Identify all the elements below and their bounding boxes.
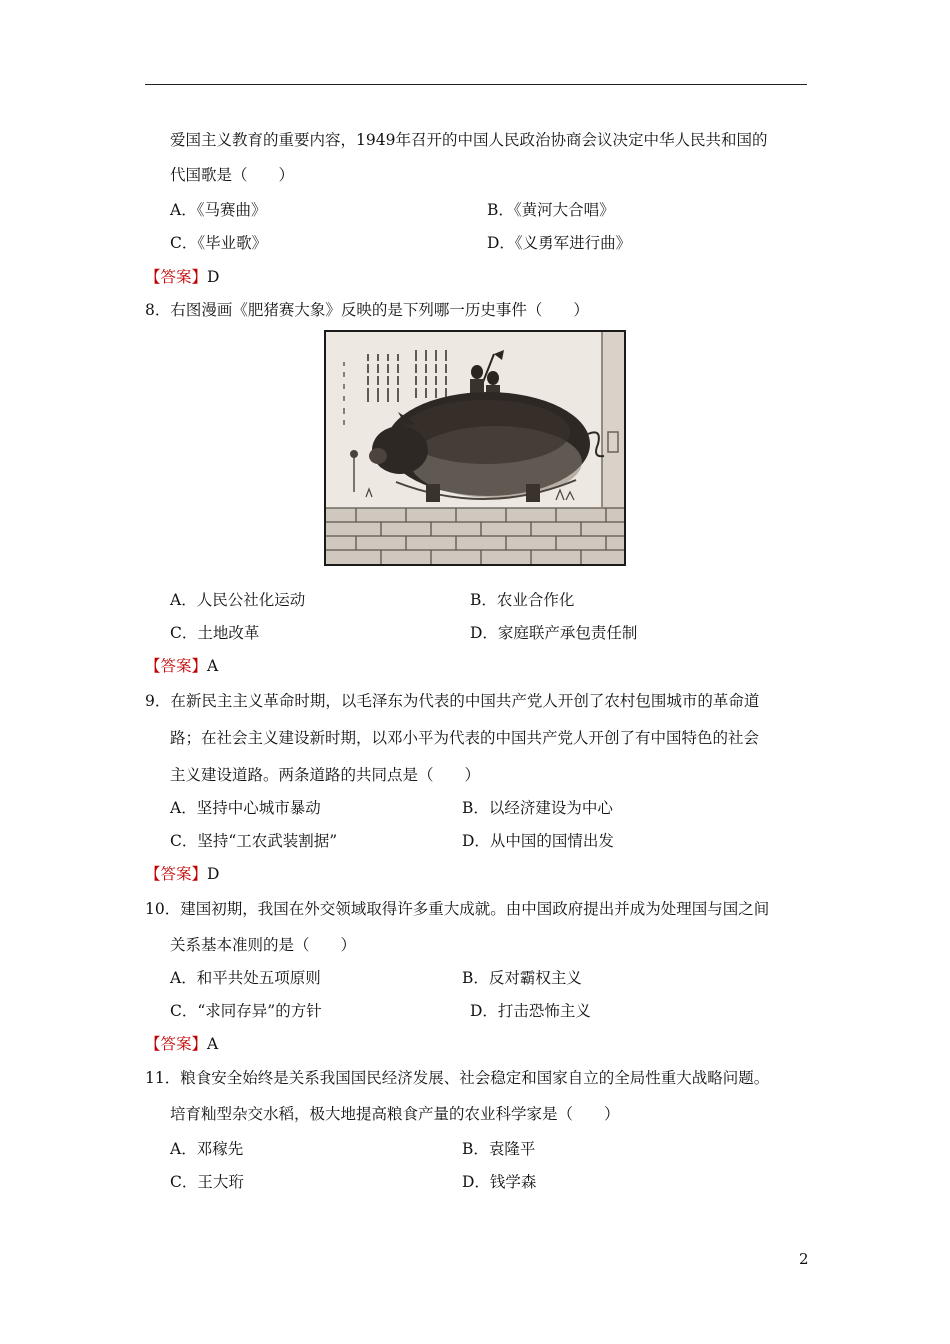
q10-stem-line-1: 10．建国初期，我国在外交领域取得许多重大成就。由中国政府提出并成为处理国与国之间 bbox=[145, 900, 770, 918]
q10-option-c: C．“求同存异”的方针 bbox=[170, 1002, 322, 1020]
page-number: 2 bbox=[799, 1250, 809, 1268]
q7-option-a: A．《马赛曲》 bbox=[170, 201, 267, 219]
q8-option-d: D．家庭联产承包责任制 bbox=[470, 624, 638, 642]
q11-option-d: D．钱学森 bbox=[462, 1173, 537, 1191]
answer-value: A bbox=[207, 657, 219, 675]
q9-stem-line-3: 主义建设道路。两条道路的共同点是（ ） bbox=[170, 766, 481, 784]
q9-option-a: A．坚持中心城市暴动 bbox=[170, 799, 321, 817]
answer-label: 【答案】 bbox=[145, 1035, 208, 1053]
q8-answer bbox=[145, 654, 218, 676]
q9-option-b: B．以经济建设为中心 bbox=[462, 799, 613, 817]
q10-option-d: D．打击恐怖主义 bbox=[470, 1002, 591, 1020]
q7-option-b: B．《黄河大合唱》 bbox=[487, 201, 615, 219]
q9-stem-line-2: 路；在社会主义建设新时期，以邓小平为代表的中国共产党人开创了有中国特色的社会 bbox=[170, 729, 760, 747]
q7-option-c: C．《毕业歌》 bbox=[170, 234, 268, 252]
q7-option-d: D．《义勇军进行曲》 bbox=[487, 234, 632, 252]
q11-stem-line-2: 培育籼型杂交水稻，极大地提高粮食产量的农业科学家是（ ） bbox=[170, 1105, 620, 1123]
q11-option-a: A．邓稼先 bbox=[170, 1140, 244, 1158]
header-rule bbox=[145, 84, 807, 85]
answer-value: A bbox=[207, 1035, 219, 1053]
q7-stem-line-1: 爱国主义教育的重要内容，1949年召开的中国人民政治协商会议决定中华人民共和国的 bbox=[170, 131, 768, 149]
cartoon-pig-image bbox=[324, 330, 626, 566]
q9-option-d: D．从中国的国情出发 bbox=[462, 832, 614, 850]
q10-stem-line-2: 关系基本准则的是（ ） bbox=[170, 936, 357, 954]
q8-stem: 8．右图漫画《肥猪赛大象》反映的是下列哪一历史事件（ ） bbox=[145, 301, 589, 319]
q11-option-b: B．袁隆平 bbox=[462, 1140, 536, 1158]
answer-label: 【答案】 bbox=[145, 268, 208, 286]
q10-option-b: B．反对霸权主义 bbox=[462, 969, 582, 987]
q9-option-c: C．坚持“工农武装割据” bbox=[170, 832, 338, 850]
answer-label: 【答案】 bbox=[145, 865, 208, 883]
q9-stem-line-1: 9．在新民主主义革命时期，以毛泽东为代表的中国共产党人开创了农村包围城市的革命道 bbox=[145, 692, 760, 710]
q7-stem-line-2: 代国歌是（ ） bbox=[170, 166, 295, 184]
answer-label: 【答案】 bbox=[145, 657, 208, 675]
q10-answer bbox=[145, 1032, 218, 1054]
q8-option-c: C．土地改革 bbox=[170, 624, 260, 642]
q11-stem-line-1: 11．粮食安全始终是关系我国国民经济发展、社会稳定和国家自立的全局性重大战略问题。 bbox=[145, 1069, 770, 1087]
answer-value: D bbox=[207, 865, 220, 883]
q8-option-b: B．农业合作化 bbox=[470, 591, 575, 609]
answer-value: D bbox=[207, 268, 220, 286]
q9-answer bbox=[145, 862, 219, 884]
q7-answer bbox=[145, 265, 219, 287]
q10-option-a: A．和平共处五项原则 bbox=[170, 969, 321, 987]
q8-option-a: A．人民公社化运动 bbox=[170, 591, 306, 609]
q11-option-c: C．王大珩 bbox=[170, 1173, 244, 1191]
